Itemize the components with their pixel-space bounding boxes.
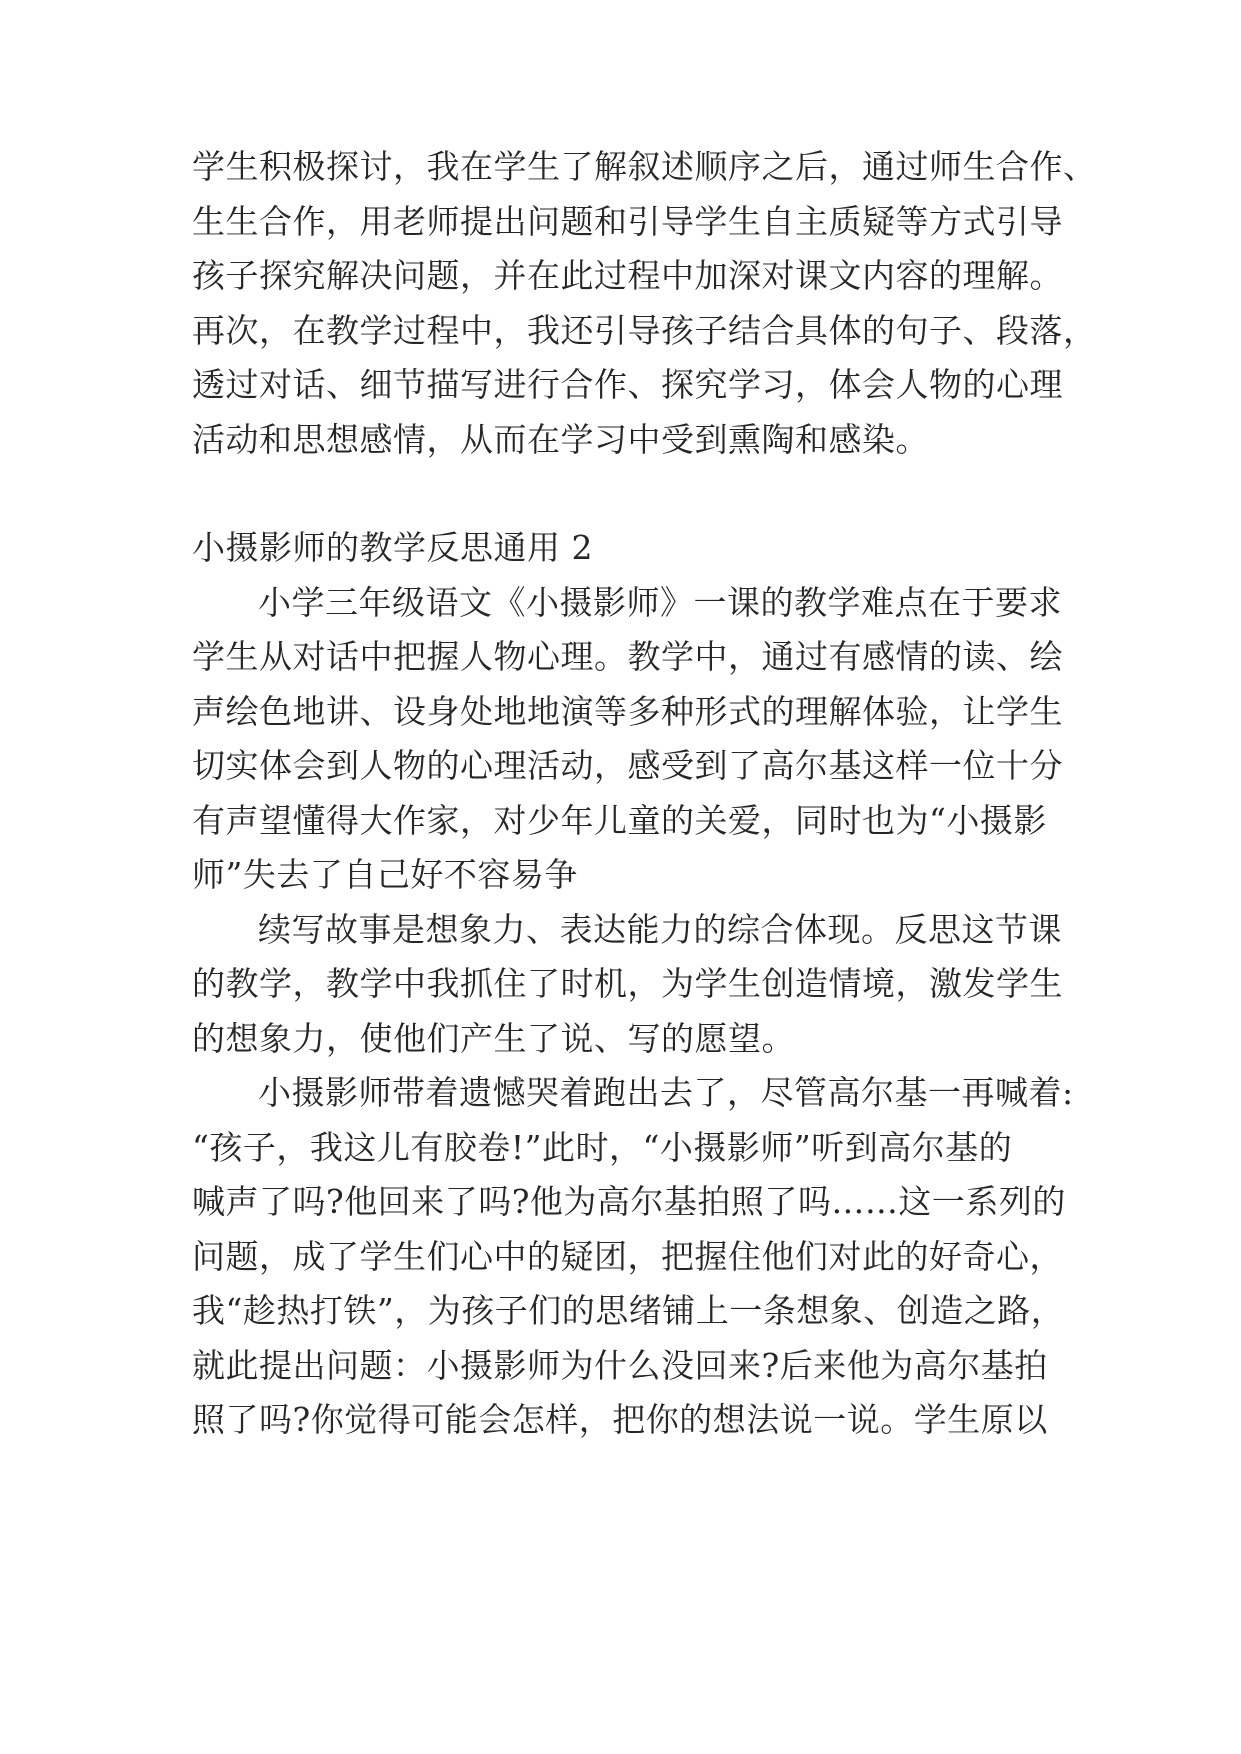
text-line: 续写故事是想象力、表达能力的综合体现。反思这节课: [258, 909, 1062, 949]
text-line: 学生从对话中把握人物心理。教学中，通过有感情的读、绘: [192, 637, 1063, 676]
section-heading: 小摄影师的教学反思通用 2: [192, 528, 593, 567]
text-line: 生生合作，用老师提出问题和引导学生自主质疑等方式引导: [192, 201, 1063, 241]
text-line: 有声望懂得大作家，对少年儿童的关爱，同时也为“小摄影: [192, 800, 1047, 840]
text-line: 小学三年级语文《小摄影师》一课的教学难点在于要求: [258, 582, 1062, 622]
text-line: 小摄影师带着遗憾哭着跑出去了，尽管高尔基一再喊着:: [258, 1073, 1074, 1112]
text-line: 师”失去了自己好不容易争: [192, 855, 578, 894]
continued-paragraph: [192, 140, 1097, 467]
text-line: 学生积极探讨，我在学生了解叙述顺序之后，通过师生合作、: [192, 147, 1097, 186]
text-line: 就此提出问题：小摄影师为什么没回来?后来他为高尔基拍: [192, 1345, 1048, 1385]
text-line: 喊声了吗?他回来了吗?他为高尔基拍照了吗……这一系列的: [192, 1182, 1066, 1221]
text-line: 声绘色地讲、设身处地地演等多种形式的理解体验，让学生: [192, 691, 1063, 731]
text-line: 活动和思想感情，从而在学习中受到熏陶和感染。: [192, 419, 929, 459]
paragraph-3: [192, 1066, 1072, 1448]
text-line: 照了吗?你觉得可能会怎样，把你的想法说一说。学生原以: [192, 1400, 1048, 1439]
text-line: 的想象力，使他们产生了说、写的愿望。: [192, 1018, 795, 1058]
text-line: 问题，成了学生们心中的疑团，把握住他们对此的好奇心，: [192, 1236, 1063, 1276]
text-line: 的教学，教学中我抓住了时机，为学生创造情境，激发学生: [192, 964, 1063, 1003]
paragraph-2: [192, 903, 1072, 1067]
document-page: [192, 140, 1097, 1448]
text-line: 切实体会到人物的心理活动，感受到了高尔基这样一位十分: [192, 746, 1063, 785]
text-line: 我“趁热打铁”，为孩子们的思绪铺上一条想象、创造之路，: [192, 1291, 1065, 1330]
paragraph-1: [192, 576, 1072, 903]
text-line: 透过对话、细节描写进行合作、探究学习，体会人物的心理: [192, 365, 1063, 404]
text-line: 孩子探究解决问题，并在此过程中加深对课文内容的理解。: [192, 256, 1063, 295]
text-line: “孩子，我这儿有胶卷!”此时，“小摄影师”听到高尔基的: [192, 1127, 1013, 1167]
text-line: 再次，在教学过程中，我还引导孩子结合具体的句子、段落，: [192, 310, 1097, 350]
